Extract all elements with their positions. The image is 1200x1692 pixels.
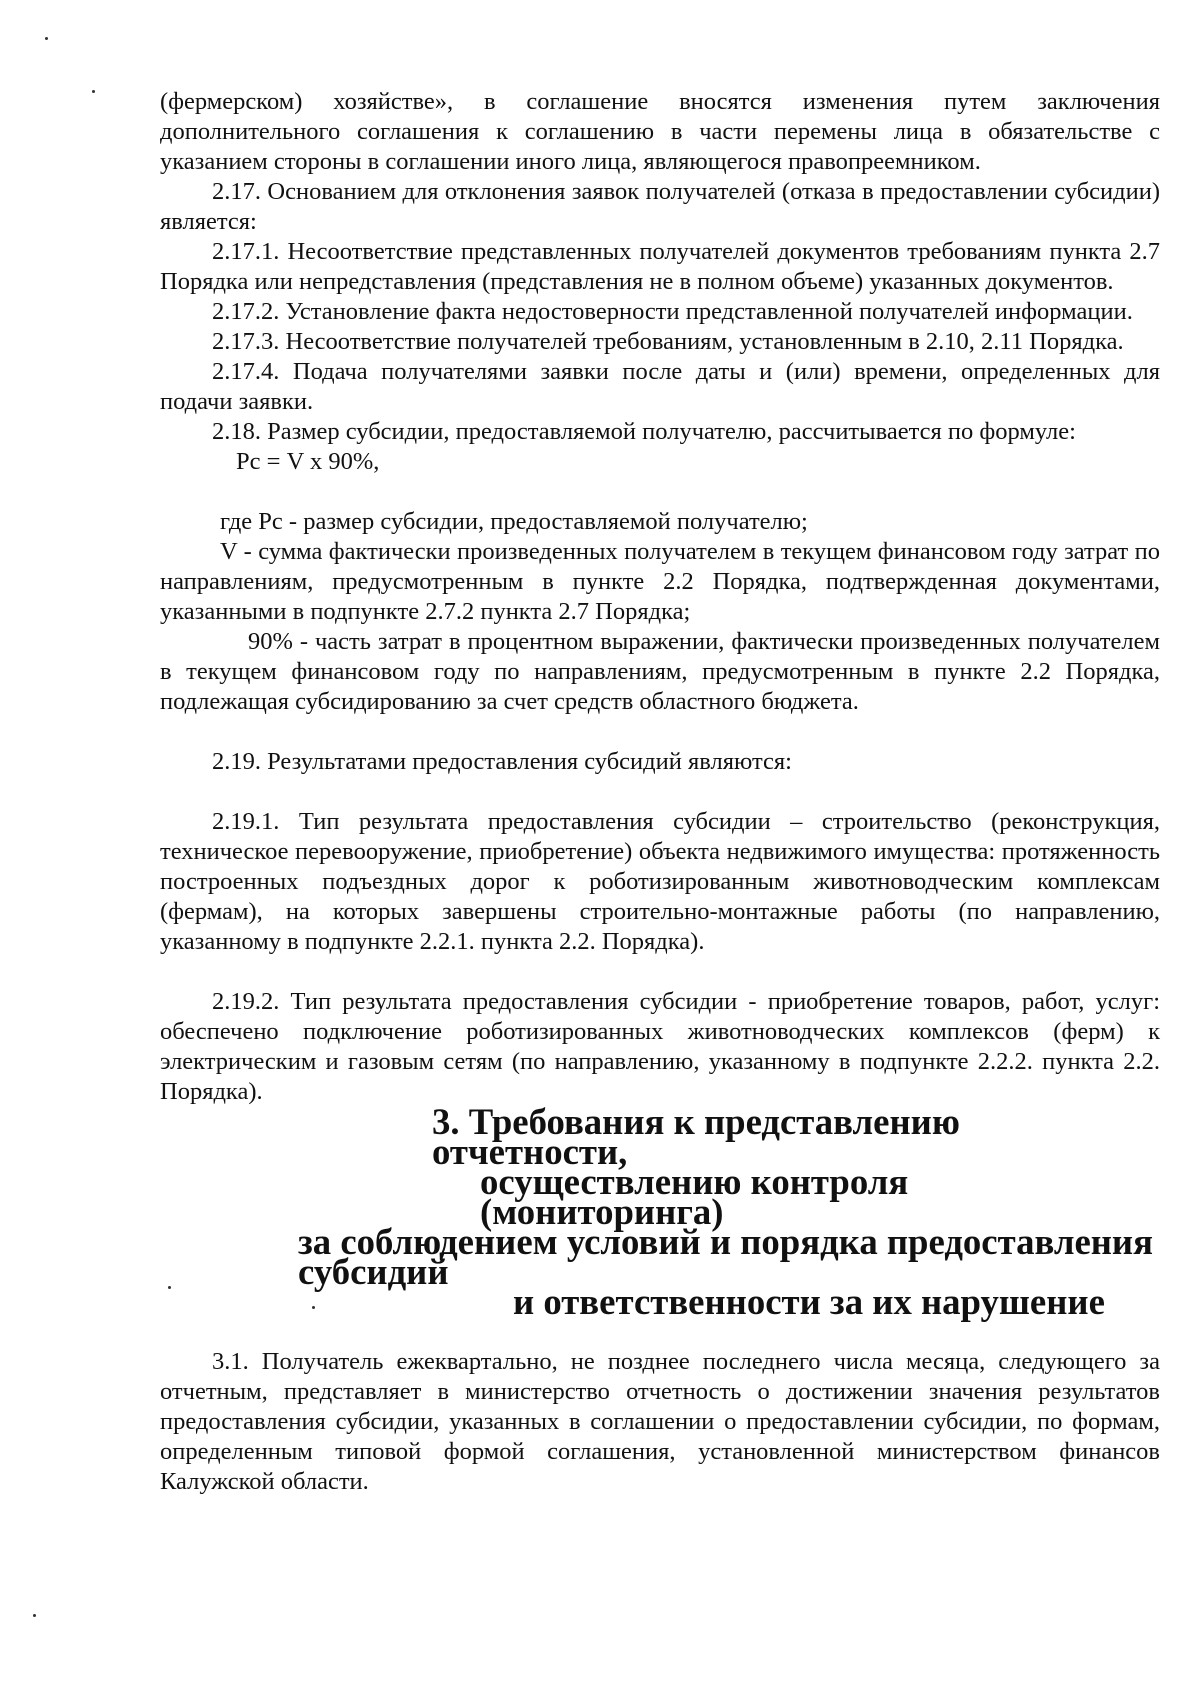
paragraph-2-19: 2.19. Результатами предоставления субсидий являются: bbox=[212, 748, 792, 775]
section-3-heading bbox=[160, 1101, 1160, 1322]
section-3-heading-line-1: 3. Требования к представлению отчетности, bbox=[432, 1101, 960, 1172]
paragraph-2-18: 2.18. Размер субсидии, предоставляемой получателю, рассчитывается по формуле: bbox=[212, 418, 1076, 445]
scan-speck bbox=[45, 37, 48, 40]
paragraph-2-19-2: 2.19.2. Тип результата предоставления субсидии - приобретение товаров, работ, услуг: обеспечено подключение роботизированных животноводческих комплексов (ферм) к электрическим и газовым сетям (по направлению, указанному в подпункте 2.2.2. пункта 2.2. Порядка). bbox=[160, 988, 1160, 1105]
paragraph-2-17-1: 2.17.1. Несоответствие представленных получателей документов требованиям пункта 2.7 Порядка или непредставления (представления не в полном объеме) указанных документов. bbox=[160, 238, 1160, 295]
where-pc: где Рс - размер субсидии, предоставляемой получателю; bbox=[220, 508, 808, 535]
paragraph-2-17-2: 2.17.2. Установление факта недостоверности представленной получателей информации. bbox=[212, 298, 1133, 325]
where-90: 90% - часть затрат в процентном выражении, фактически произведенных получателем в текущем финансовом году по направлениям, предусмотренным в пункте 2.2 Порядка, подлежащая субсидированию за счет средств областного бюджета. bbox=[160, 628, 1160, 715]
paragraph-2-17-3: 2.17.3. Несоответствие получателей требованиям, установленным в 2.10, 2.11 Порядка. bbox=[212, 328, 1124, 355]
paragraph-intro: (фермерском) хозяйстве», в соглашение вносятся изменения путем заключения дополнительного соглашения к соглашению в части перемены лица в обязательстве с указанием стороны в соглашении иного лица, являющегося правопреемником. bbox=[160, 88, 1160, 175]
section-3-heading-line-4: и ответственности за их нарушение bbox=[513, 1281, 1105, 1322]
paragraph-2-17-4: 2.17.4. Подача получателями заявки после даты и (или) времени, определенных для подачи заявки. bbox=[160, 358, 1160, 415]
where-v: V - сумма фактически произведенных получателем в текущем финансовом году затрат по направлениям, предусмотренным в пункте 2.2 Порядка, подтвержденная документами, указанными в подпункте 2.7.2 пункта 2.7 Порядка; bbox=[160, 538, 1160, 625]
paragraph-2-17: 2.17. Основанием для отклонения заявок получателей (отказа в предоставлении субсидии) является: bbox=[160, 178, 1160, 235]
scan-speck bbox=[92, 90, 95, 93]
scan-speck bbox=[33, 1614, 36, 1617]
paragraph-3-1: 3.1. Получатель ежеквартально, не позднее последнего числа месяца, следующего за отчетным, представляет в министерство отчетность о достижении значения результатов предоставления субсидии, указанных в соглашении о предоставлении субсидии, по формам, определенным типовой формой соглашения, установленной министерством финансов Калужской области. bbox=[160, 1348, 1160, 1495]
section-3-heading-line-3: за соблюдением условий и порядка предоставления субсидий bbox=[298, 1221, 1153, 1292]
paragraph-2-19-1: 2.19.1. Тип результата предоставления субсидии – строительство (реконструкция, техническое перевооружение, приобретение) объекта недвижимого имущества: протяженность построенных подъездных дорог к роботизированным животноводческим комплексам (фермам), на которых завершены строительно-монтажные работы (по направлению, указанному в подпункте 2.2.1. пункта 2.2. Порядка). bbox=[160, 808, 1160, 955]
document-page bbox=[160, 87, 1160, 1497]
section-3-heading-line-2: осуществлению контроля (мониторинга) bbox=[480, 1161, 909, 1232]
formula: Рс = V х 90%, bbox=[236, 448, 380, 475]
